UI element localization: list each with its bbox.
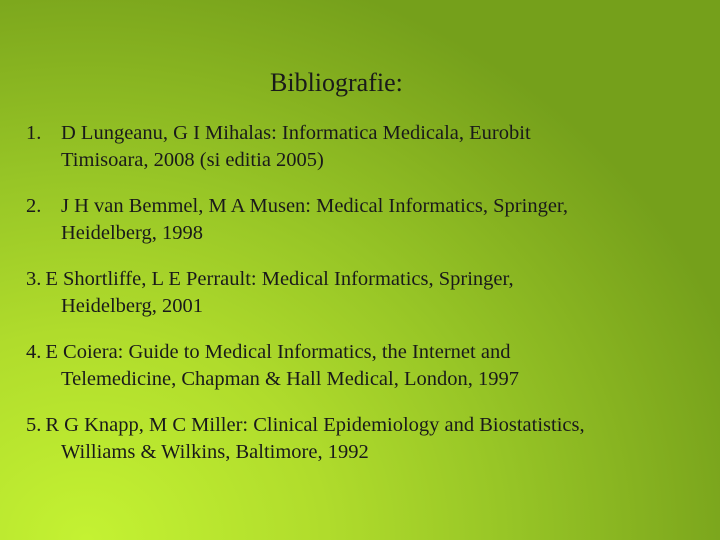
reference-text bbox=[61, 120, 706, 174]
reference-text bbox=[26, 266, 706, 320]
reference-line-2: Williams & Wilkins, Baltimore, 1992 bbox=[61, 441, 369, 463]
reference-line-2: Telemedicine, Chapman & Hall Medical, London, 1997 bbox=[61, 368, 519, 390]
reference-line-1: D Lungeanu, G I Mihalas: Informatica Medicala, Eurobit bbox=[61, 122, 531, 144]
list-item bbox=[26, 412, 706, 466]
list-item bbox=[26, 339, 706, 393]
reference-text bbox=[61, 193, 706, 247]
reference-first-line bbox=[26, 266, 706, 293]
reference-number: 1. bbox=[26, 122, 42, 144]
list-item bbox=[26, 266, 706, 320]
reference-text bbox=[26, 412, 706, 466]
reference-number: 5. bbox=[26, 414, 42, 436]
list-item bbox=[26, 193, 706, 247]
reference-line-1: E Coiera: Guide to Medical Informatics, the Internet and bbox=[45, 341, 511, 363]
slide-title: Bibliografie: bbox=[270, 68, 403, 97]
bibliography-list bbox=[26, 120, 706, 485]
reference-line-1: R G Knapp, M C Miller: Clinical Epidemiology and Biostatistics, bbox=[45, 414, 585, 436]
reference-line-2: Timisoara, 2008 (si editia 2005) bbox=[61, 149, 324, 171]
reference-first-line bbox=[26, 339, 706, 366]
reference-text bbox=[26, 339, 706, 393]
reference-line-2: Heidelberg, 2001 bbox=[61, 295, 203, 317]
reference-line-1: J H van Bemmel, M A Musen: Medical Informatics, Springer, bbox=[61, 195, 569, 217]
reference-number: 4. bbox=[26, 341, 42, 363]
reference-number: 2. bbox=[26, 195, 42, 217]
list-item bbox=[26, 120, 706, 174]
reference-number: 3. bbox=[26, 268, 42, 290]
reference-line-1: E Shortliffe, L E Perrault: Medical Informatics, Springer, bbox=[45, 268, 514, 290]
reference-first-line bbox=[26, 412, 706, 439]
reference-line-2: Heidelberg, 1998 bbox=[61, 222, 203, 244]
